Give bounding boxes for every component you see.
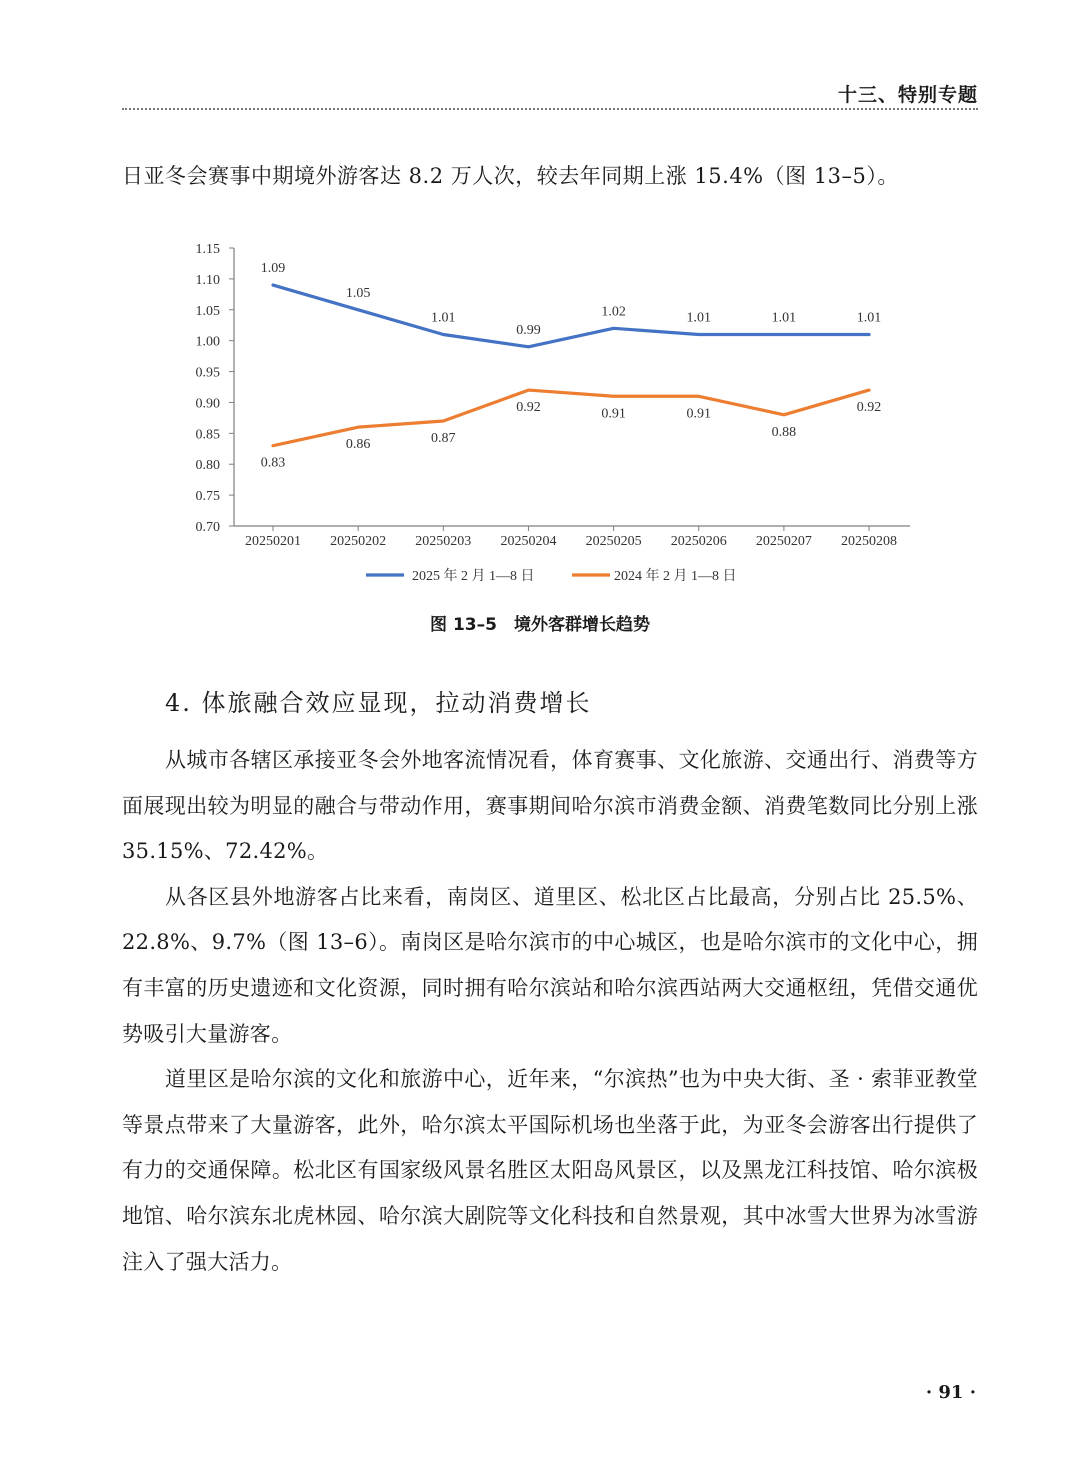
running-header-title: 十三、特别专题 — [837, 84, 978, 106]
y-tick-label: 1.00 — [195, 334, 220, 350]
data-label: 0.91 — [601, 406, 626, 422]
data-label: 0.91 — [686, 406, 711, 422]
paragraph: 从各区县外地游客占比来看，南岗区、道里区、松北区占比最高，分别占比 25.5%、22.8%、9.7%（图 13–6）。南岗区是哈尔滨市的中心城区，也是哈尔滨市的文化中心，拥有丰富的历史遗迹和文化资源，同时拥有哈尔滨站和哈尔滨西站两大交通枢纽，凭借交通优势吸引大量游客。 — [122, 884, 978, 1046]
data-label: 1.01 — [771, 310, 797, 326]
data-label: 0.87 — [431, 430, 456, 446]
y-tick-label: 0.95 — [195, 365, 220, 381]
page-number: · 91 · — [925, 1382, 976, 1403]
body-text — [122, 738, 978, 1285]
data-label: 0.92 — [856, 400, 882, 416]
data-label: 1.01 — [856, 310, 882, 326]
data-label: 0.88 — [771, 424, 797, 440]
y-tick-label: 1.05 — [195, 303, 220, 319]
y-tick-label: 1.10 — [195, 272, 220, 288]
x-tick-label: 20250208 — [841, 534, 898, 549]
figure-caption: 图 13–5 境外客群增长趋势 — [430, 615, 650, 635]
paragraph: 道里区是哈尔滨的文化和旅游中心，近年来，“尔滨热”也为中央大街、圣 · 索菲亚教堂等景点带来了大量游客，此外，哈尔滨太平国际机场也坐落于此，为亚冬会游客出行提供了有力的交通保障。松北区有国家级风景名胜区太阳岛风景区，以及黑龙江科技馆、哈尔滨极地馆、哈尔滨东北虎林园、哈尔滨大剧院等文化科技和自然景观，其中冰雪大世界为冰雪游注入了强大活力。 — [122, 1067, 978, 1274]
data-label: 1.01 — [686, 310, 711, 326]
x-tick-label: 20250207 — [755, 534, 812, 549]
line-chart — [0, 0, 1080, 600]
x-tick-label: 20250204 — [500, 534, 557, 549]
x-tick-label: 20250203 — [415, 534, 472, 549]
y-tick-label: 1.15 — [195, 242, 220, 257]
data-label: 0.92 — [516, 400, 541, 416]
data-label: 0.86 — [345, 437, 371, 453]
legend-label-1: 2025 年 2 月 1—8 日 — [412, 569, 535, 584]
y-tick-label: 0.90 — [195, 396, 220, 412]
data-label: 1.02 — [601, 304, 626, 320]
data-label: 1.09 — [260, 261, 286, 277]
x-tick-label: 20250202 — [330, 534, 387, 549]
y-tick-label: 0.80 — [195, 458, 220, 474]
data-label: 0.83 — [260, 455, 286, 471]
y-tick-label: 0.75 — [195, 489, 220, 505]
y-tick-label: 0.70 — [195, 520, 220, 535]
data-label: 1.01 — [431, 310, 456, 326]
x-tick-label: 20250206 — [670, 534, 727, 549]
legend-label-2: 2024 年 2 月 1—8 日 — [614, 569, 737, 584]
lead-paragraph: 日亚冬会赛事中期境外游客达 8.2 万人次，较去年同期上涨 15.4%（图 13–5）。 — [122, 164, 899, 188]
x-tick-label: 20250205 — [585, 534, 642, 549]
paragraph: 从城市各辖区承接亚冬会外地客流情况看，体育赛事、文化旅游、交通出行、消费等方面展现出较为明显的融合与带动作用，赛事期间哈尔滨市消费金额、消费笔数同比分别上涨 35.15%、72.42%。 — [122, 748, 978, 864]
data-label: 1.05 — [345, 285, 371, 301]
section-heading: 4. 体旅融合效应显现，拉动消费增长 — [165, 689, 592, 717]
x-tick-label: 20250201 — [245, 534, 301, 549]
y-tick-label: 0.85 — [195, 427, 220, 443]
data-label: 0.99 — [516, 322, 541, 338]
